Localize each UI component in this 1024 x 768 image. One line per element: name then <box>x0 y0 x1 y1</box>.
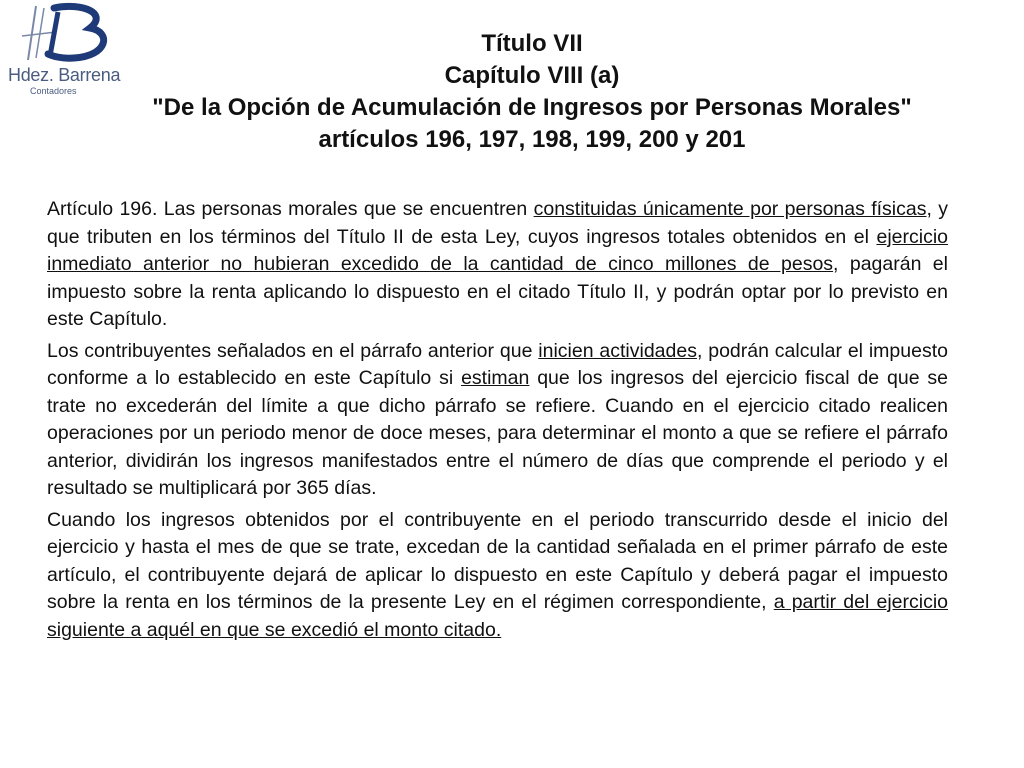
paragraph <box>47 507 948 645</box>
chapter-line: Capítulo VIII (a) <box>444 62 620 89</box>
text-run: Cuando los ingresos obtenidos por el contribuyente en el periodo transcurrido desde el inicio del ejercicio y hasta el mes de que se trate, excedan de la cantidad señalada en el primer párrafo de este artículo, el contribuyente dejará de aplicar lo dispuesto en este Capítulo y deberá pagar el impuesto sobre la renta en los términos de la presente Ley en el régimen correspondiente, <box>47 508 948 613</box>
articles-line: artículos 196, 197, 198, 199, 200 y 201 <box>318 126 746 153</box>
logo-name: Hdez. Barrena <box>8 65 121 85</box>
body-text <box>47 196 948 648</box>
text-run: , podrán calcular el impuesto conforme a lo establecido en este Capítulo si <box>47 339 948 389</box>
title-line: Título VII <box>481 30 583 57</box>
underlined-run: ejercicio inmediato anterior no hubieran excedido de la cantidad de cinco millones de pesos <box>47 225 948 275</box>
text-run: , pagarán el impuesto sobre la renta aplicando lo dispuesto en el citado Título II, y podrán optar por lo previsto en este Capítulo. <box>47 253 948 330</box>
logo-subtitle: Contadores <box>30 86 77 96</box>
text-run: Los contribuyentes señalados en el párrafo anterior que <box>47 339 539 362</box>
paragraph <box>47 196 948 334</box>
underlined-run: a partir del ejercicio siguiente a aquél en que se excedió el monto citado. <box>47 591 948 641</box>
text-run: que los ingresos del ejercicio fiscal de que se trate no excederán del límite a que dicho párrafo se refiere. Cuando en el ejercicio citado realicen operaciones por un periodo menor de doce meses, para determinar el monto a que se refiere el párrafo anterior, dividirán los ingresos manifestados entre el número de días que comprende el periodo y el resultado se multiplicará por 365 días. <box>47 367 948 499</box>
document-title <box>60 28 1004 156</box>
chapter-name-line: "De la Opción de Acumulación de Ingresos por Personas Morales" <box>152 94 912 121</box>
underlined-run: constituidas únicamente por personas físicas <box>533 198 927 220</box>
text-run: Artículo 196. Las personas morales que se encuentren <box>47 198 534 220</box>
paragraph <box>47 338 948 503</box>
text-run: , y que tributen en los términos del Título II de esta Ley, cuyos ingresos totales obtenidos en el <box>47 198 949 248</box>
underlined-run: inicien actividades <box>538 339 697 362</box>
underlined-run: estiman <box>461 367 530 389</box>
